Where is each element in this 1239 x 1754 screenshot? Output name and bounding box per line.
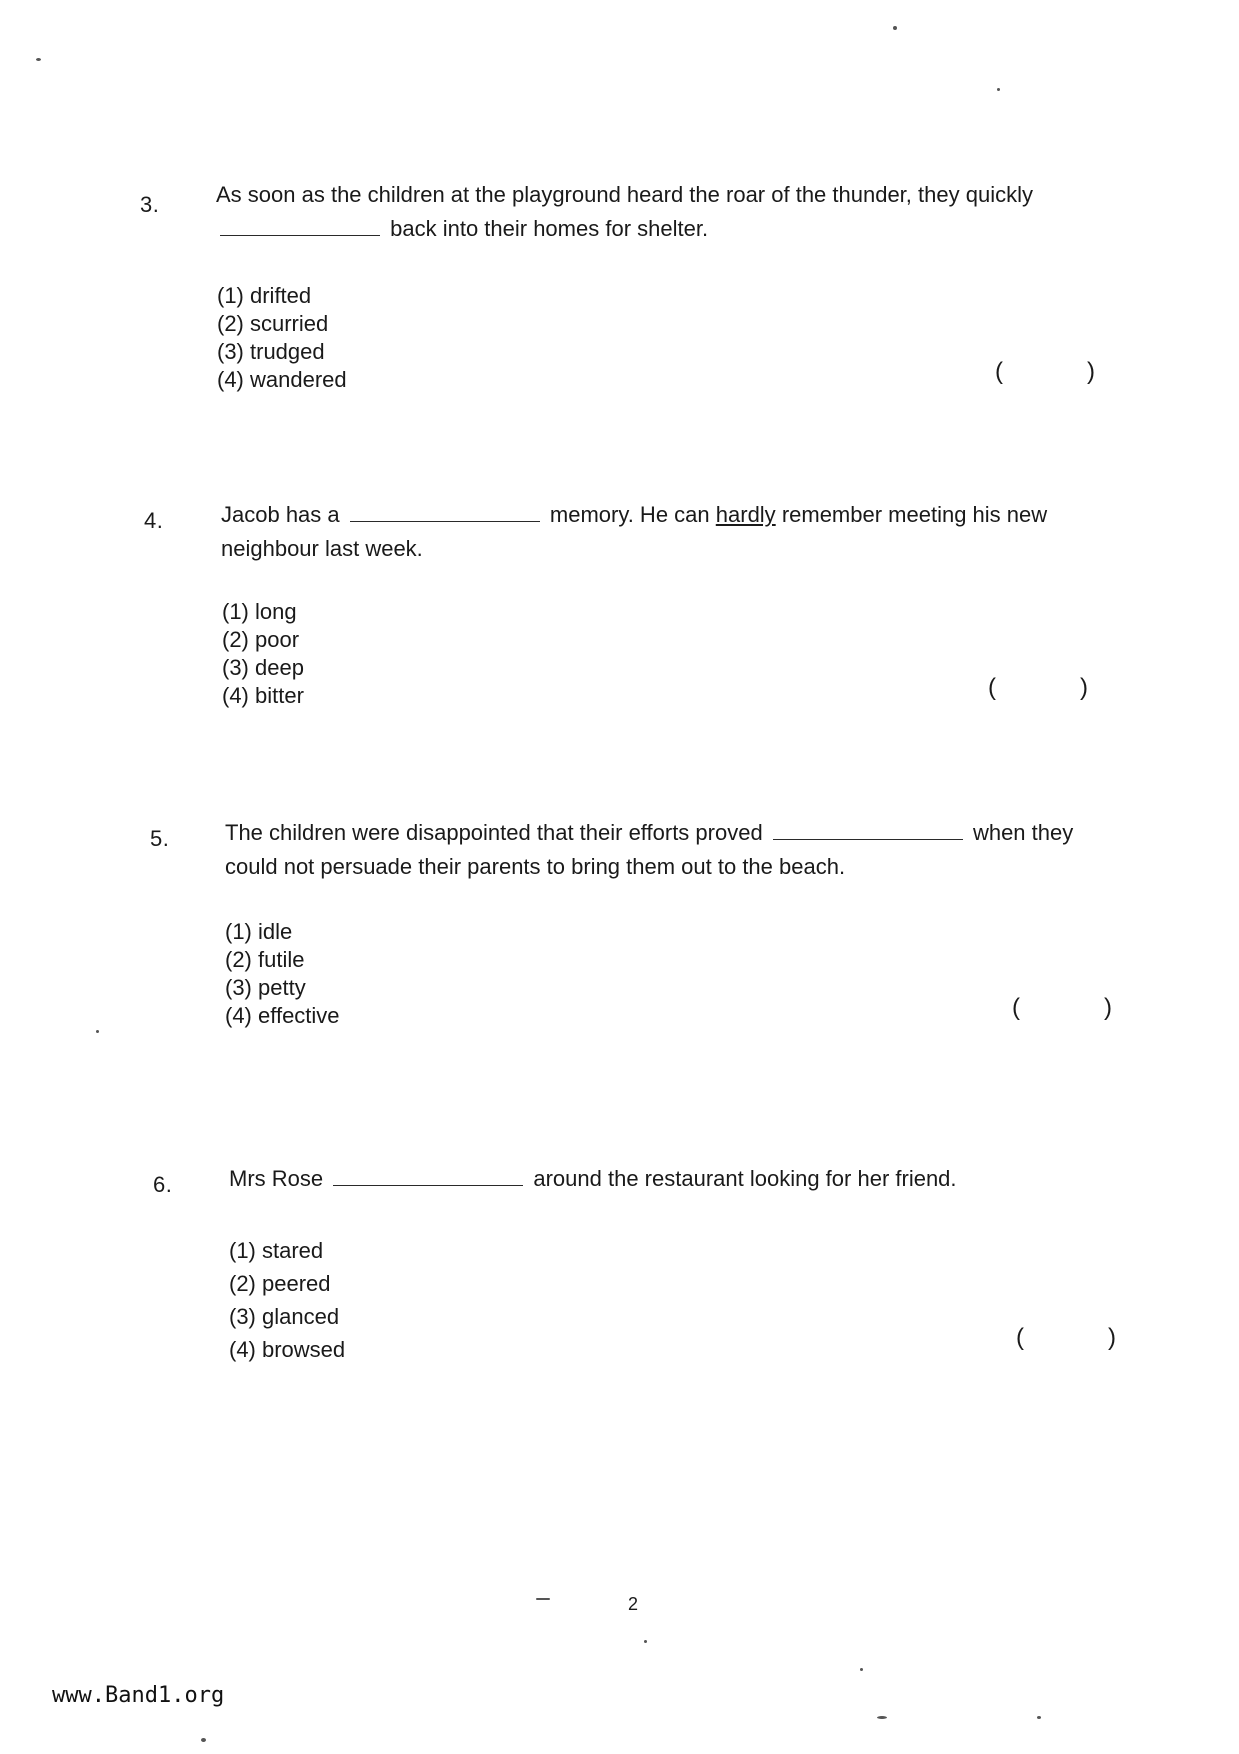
answer-blank[interactable] xyxy=(333,1163,523,1186)
scan-speck xyxy=(536,1598,550,1600)
scan-speck xyxy=(893,26,897,30)
option-4[interactable]: (4) browsed xyxy=(229,1337,346,1362)
option-3[interactable]: (3) glanced xyxy=(229,1304,340,1329)
scan-speck xyxy=(997,88,1000,91)
question-text-after: around the restaurant looking for her friend. xyxy=(533,1166,957,1191)
option-list xyxy=(217,282,347,394)
option-list xyxy=(229,1234,345,1366)
answer-box[interactable] xyxy=(988,674,1088,702)
option-2[interactable]: (2) scurried xyxy=(217,311,329,336)
answer-blank[interactable] xyxy=(220,213,380,236)
question-text-after: when they could not persuade their parents to bring them out to the beach. xyxy=(225,820,1074,879)
answer-box[interactable] xyxy=(995,358,1095,386)
page-number: 2 xyxy=(628,1594,639,1614)
bracket-open: ( xyxy=(1012,994,1020,1021)
scan-speck xyxy=(96,1030,99,1033)
option-3[interactable]: (3) deep xyxy=(222,655,304,680)
question-number: 6. xyxy=(153,1172,173,1197)
question-text-before: Mrs Rose xyxy=(229,1166,324,1191)
option-1[interactable]: (1) long xyxy=(222,599,297,624)
bracket-close: ) xyxy=(1087,358,1095,385)
question-number: 5. xyxy=(150,826,170,851)
answer-blank[interactable] xyxy=(773,817,963,840)
question-text-after: remember meeting his new neighbour last week. xyxy=(221,502,1048,561)
question-text-after: back into their homes for shelter. xyxy=(390,216,709,241)
option-4[interactable]: (4) effective xyxy=(225,1003,340,1028)
option-1[interactable]: (1) idle xyxy=(225,919,293,944)
option-1[interactable]: (1) stared xyxy=(229,1238,324,1263)
question-number: 3. xyxy=(140,192,160,217)
option-3[interactable]: (3) petty xyxy=(225,975,306,1000)
option-2[interactable]: (2) poor xyxy=(222,627,300,652)
scan-speck xyxy=(877,1716,887,1719)
scan-speck xyxy=(36,58,41,61)
question-text-before: The children were disappointed that their efforts proved xyxy=(225,820,763,845)
option-4[interactable]: (4) wandered xyxy=(217,367,347,392)
answer-blank[interactable] xyxy=(350,499,540,522)
option-3[interactable]: (3) trudged xyxy=(217,339,325,364)
question-text xyxy=(216,178,1056,246)
scan-speck xyxy=(201,1738,206,1742)
option-list xyxy=(225,918,340,1030)
bracket-close: ) xyxy=(1080,674,1088,701)
option-2[interactable]: (2) futile xyxy=(225,947,305,972)
scan-speck xyxy=(860,1668,863,1671)
underlined-word: hardly xyxy=(715,502,776,527)
question-text xyxy=(225,816,1105,884)
bracket-close: ) xyxy=(1104,994,1112,1021)
question-text-middle: memory. He can xyxy=(549,502,710,527)
bracket-open: ( xyxy=(995,358,1003,385)
option-2[interactable]: (2) peered xyxy=(229,1271,331,1296)
bracket-open: ( xyxy=(1016,1324,1024,1351)
question-text xyxy=(229,1162,1109,1196)
option-4[interactable]: (4) bitter xyxy=(222,683,304,708)
option-1[interactable]: (1) drifted xyxy=(217,283,312,308)
question-text-before: Jacob has a xyxy=(221,502,340,527)
website-watermark: www.Band1.org xyxy=(52,1683,225,1708)
answer-box[interactable] xyxy=(1016,1324,1116,1352)
question-text xyxy=(221,498,1101,566)
scan-speck xyxy=(644,1640,647,1643)
scan-speck xyxy=(1037,1716,1041,1719)
answer-box[interactable] xyxy=(1012,994,1112,1022)
bracket-open: ( xyxy=(988,674,996,701)
question-number: 4. xyxy=(144,508,164,533)
bracket-close: ) xyxy=(1108,1324,1116,1351)
option-list xyxy=(222,598,304,710)
question-text-before: As soon as the children at the playground heard the roar of the thunder, they quickly xyxy=(216,182,1033,207)
